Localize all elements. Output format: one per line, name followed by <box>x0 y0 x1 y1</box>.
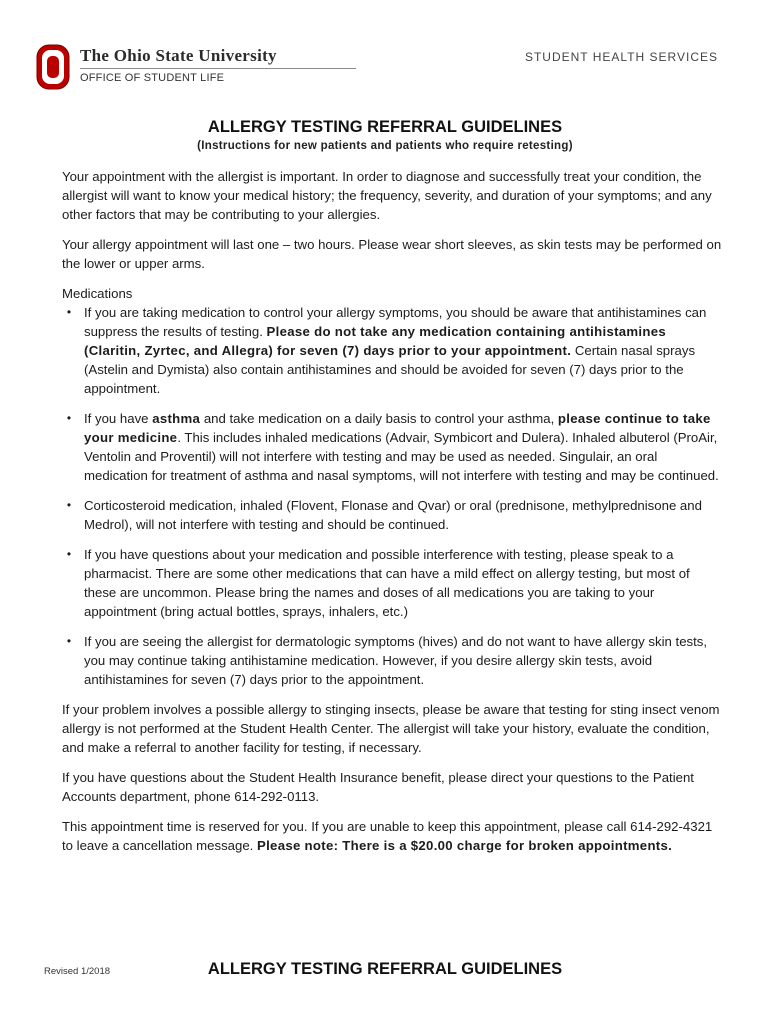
office-name: OFFICE OF STUDENT LIFE <box>80 72 225 84</box>
footer-title: ALLERGY TESTING REFERRAL GUIDELINES <box>207 960 563 978</box>
bullet-icon: • <box>66 634 72 648</box>
revision-date: Revised 1/2018 <box>44 966 111 977</box>
university-name: The Ohio State University <box>80 46 277 65</box>
insect-allergy-paragraph: If your problem involves a possible allergy to stinging insects, please be aware that testing for sting insect venom allergy is not performed at the Student Health Center. The allergist will take your history, evaluate the condition, and make a referral to another facility for testing, if necessary. <box>62 702 720 755</box>
medications-list <box>62 303 724 689</box>
logo-divider <box>80 68 356 69</box>
list-item: • Corticosteroid medication, inhaled (Flovent, Flonase and Qvar) or oral (prednisone, methylprednisone and Medrol), will not interfere with testing and should be continued. <box>62 496 724 534</box>
bullet-icon: • <box>66 547 72 561</box>
intro-paragraph-2: Your allergy appointment will last one – two hours. Please wear short sleeves, as skin tests may be performed on the lower or upper arms. <box>62 237 722 271</box>
bullet-icon: • <box>66 305 72 319</box>
bullet-icon: • <box>66 498 72 512</box>
document-subtitle: (Instructions for new patients and patients who require retesting) <box>197 140 573 152</box>
list-item: • If you are taking medication to control your allergy symptoms, you should be aware that antihistamines can suppress the results of testing. Please do not take any medication containing antihistamines (Claritin, Zyrtec, and Allegra) for seven (7) days prior to your appointment. Certain nasal sprays (Astelin and Dymista) also contain antihistamines and should be avoided for seven (7) days prior to the appointment. <box>62 303 724 398</box>
intro-paragraph-1: Your appointment with the allergist is important. In order to diagnose and successfully treat your condition, the allergist will want to know your medical history; the frequency, severity, and duration of your symptoms; and any other factors that may be contributing to your allergies. <box>62 169 712 222</box>
block-o-logo-icon <box>36 44 70 90</box>
department-name: STUDENT HEALTH SERVICES <box>524 50 718 64</box>
medications-heading: Medications <box>62 286 133 301</box>
document-title: ALLERGY TESTING REFERRAL GUIDELINES <box>207 118 563 136</box>
list-item: • If you are seeing the allergist for dermatologic symptoms (hives) and do not want to have allergy skin tests, you may continue taking antihistamine medication. However, if you desire allergy skin tests, avoid antihistamines for seven (7) days prior to the appointment. <box>62 632 724 689</box>
list-item: • If you have questions about your medication and possible interference with testing, please speak to a pharmacist. There are some other medications that can have a mild effect on allergy testing, but most of these are uncommon. Please bring the names and doses of all medications you are taking to your appointment (bring actual bottles, sprays, inhalers, etc.) <box>62 545 724 621</box>
bullet-icon: • <box>66 411 72 425</box>
insurance-paragraph: If you have questions about the Student Health Insurance benefit, please direct your questions to the Patient Accounts department, phone 614-292-0113. <box>62 770 694 804</box>
list-item: • If you have asthma and take medication on a daily basis to control your asthma, please continue to take your medicine. This includes inhaled medications (Advair, Symbicort and Dulera). Inhaled albuterol (ProAir, Ventolin and Proventil) will not interfere with testing and may be used as needed. Singulair, an oral medication for treatment of asthma and nasal symptoms, will not interfere with testing and may be continued. <box>62 409 724 485</box>
cancellation-paragraph: This appointment time is reserved for you. If you are unable to keep this appointment, please call 614-292-4321 to leave a cancellation message. Please note: There is a $20.00 charge for broken appointments. <box>62 819 713 853</box>
document-body <box>62 167 724 866</box>
university-logo <box>36 44 326 92</box>
